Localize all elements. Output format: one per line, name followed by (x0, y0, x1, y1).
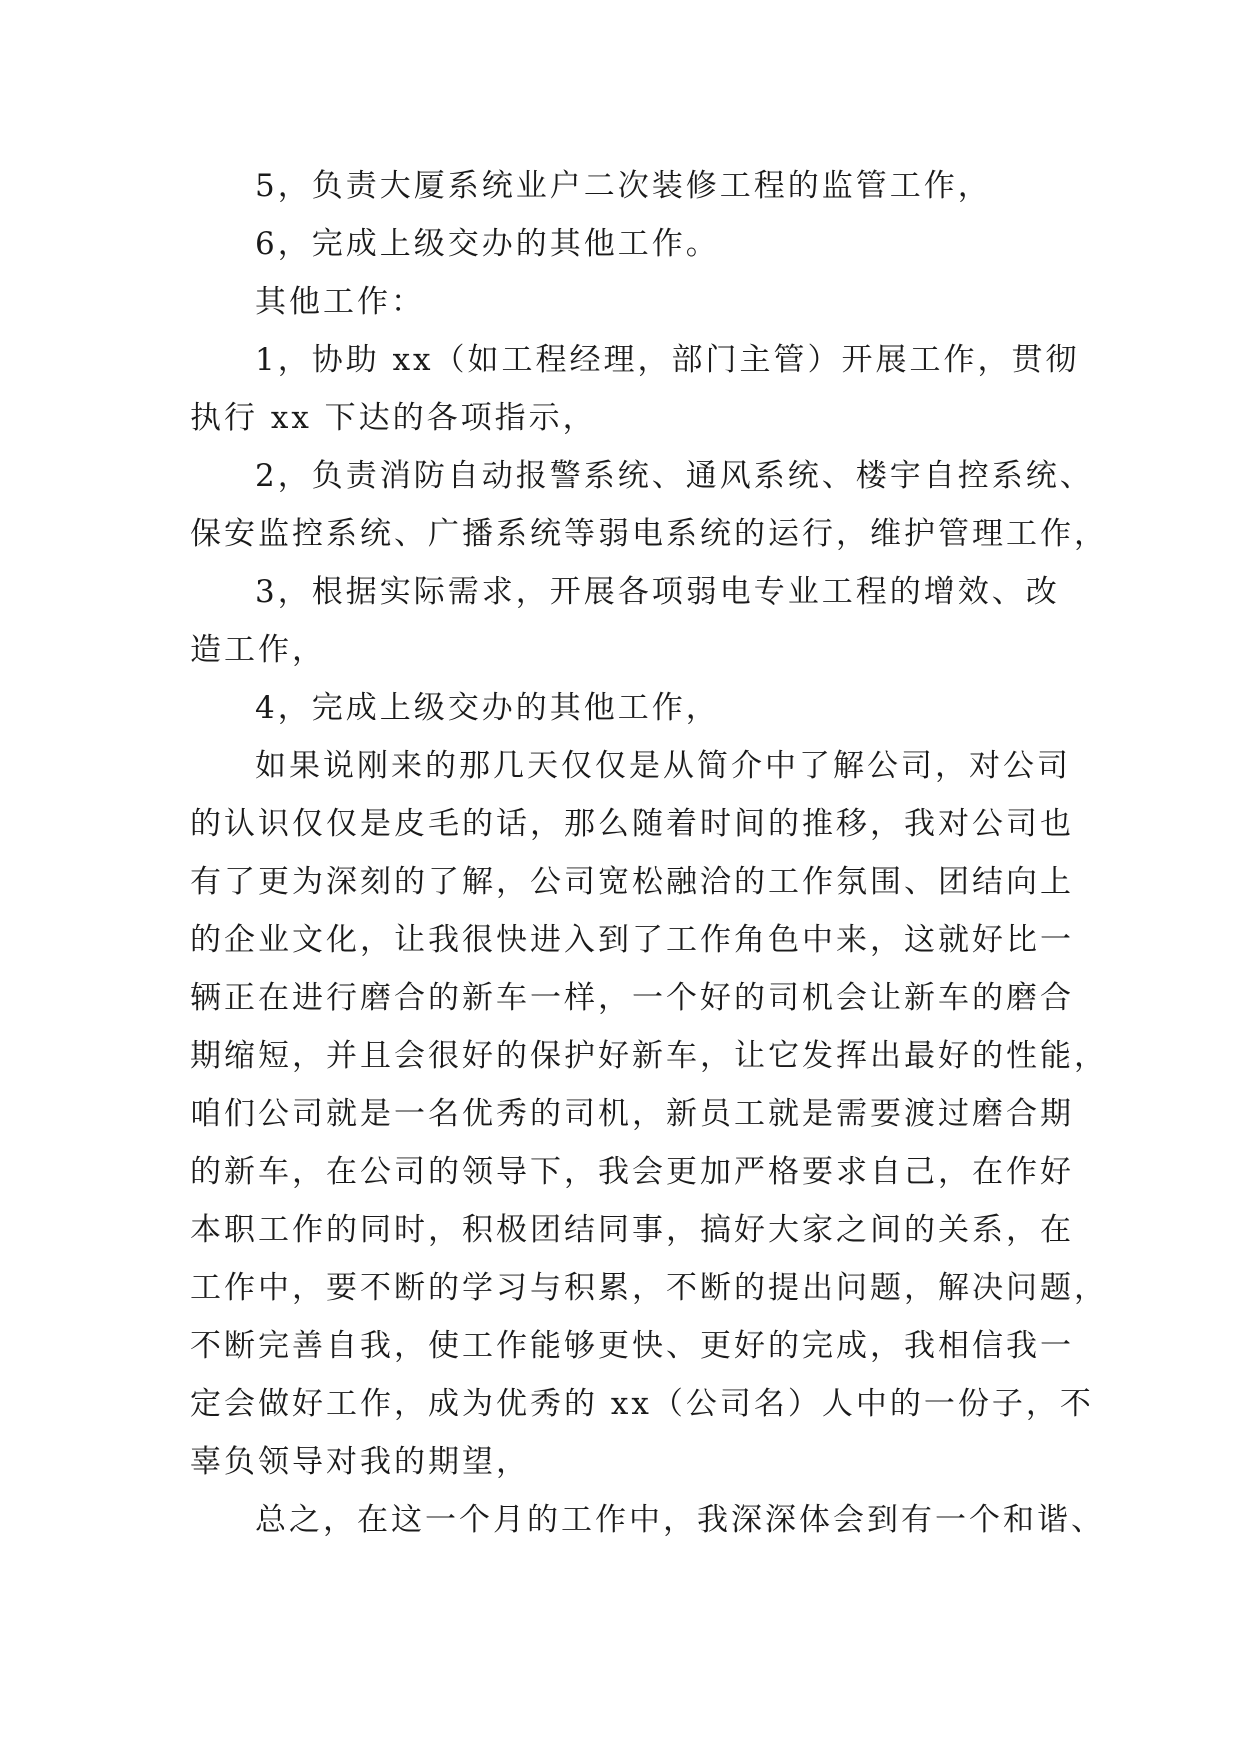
text-line-10: 4，完成上级交办的其他工作， (255, 690, 720, 726)
text-line-24: 总之，在这一个月的工作中，我深深体会到有一个和谐、 (255, 1502, 1105, 1538)
text-line-1: 5，负责大厦系统业户二次装修工程的监管工作， (255, 168, 992, 204)
text-line-16: 期缩短，并且会很好的保护好新车，让它发挥出最好的性能， (190, 1038, 1108, 1074)
text-line-23: 辜负领导对我的期望， (190, 1444, 530, 1480)
text-line-3: 其他工作： (255, 284, 425, 320)
text-line-12: 的认识仅仅是皮毛的话，那么随着时间的推移，我对公司也 (190, 806, 1074, 842)
text-line-20: 工作中，要不断的学习与积累，不断的提出问题，解决问题， (190, 1270, 1108, 1306)
text-line-11: 如果说刚来的那几天仅仅是从简介中了解公司，对公司 (255, 748, 1071, 784)
text-line-22: 定会做好工作，成为优秀的 xx（公司名）人中的一份子，不 (190, 1386, 1094, 1422)
text-line-8: 3，根据实际需求，开展各项弱电专业工程的增效、改 (255, 574, 1060, 610)
text-line-19: 本职工作的同时，积极团结同事，搞好大家之间的关系，在 (190, 1212, 1074, 1248)
text-line-15: 辆正在进行磨合的新车一样，一个好的司机会让新车的磨合 (190, 980, 1074, 1016)
text-line-9: 造工作， (190, 632, 326, 668)
text-line-2: 6，完成上级交办的其他工作。 (255, 226, 720, 262)
text-line-4: 1，协助 xx（如工程经理，部门主管）开展工作，贯彻 (255, 342, 1080, 378)
text-line-21: 不断完善自我，使工作能够更快、更好的完成，我相信我一 (190, 1328, 1074, 1364)
text-line-13: 有了更为深刻的了解，公司宽松融洽的工作氛围、团结向上 (190, 864, 1074, 900)
text-line-5: 执行 xx 下达的各项指示， (190, 400, 597, 436)
text-line-6: 2，负责消防自动报警系统、通风系统、楼宇自控系统、 (255, 458, 1094, 494)
text-line-17: 咱们公司就是一名优秀的司机，新员工就是需要渡过磨合期 (190, 1096, 1074, 1132)
text-line-18: 的新车，在公司的领导下，我会更加严格要求自己，在作好 (190, 1154, 1074, 1190)
text-line-14: 的企业文化，让我很快进入到了工作角色中来，这就好比一 (190, 922, 1074, 958)
text-line-7: 保安监控系统、广播系统等弱电系统的运行，维护管理工作， (190, 516, 1108, 552)
